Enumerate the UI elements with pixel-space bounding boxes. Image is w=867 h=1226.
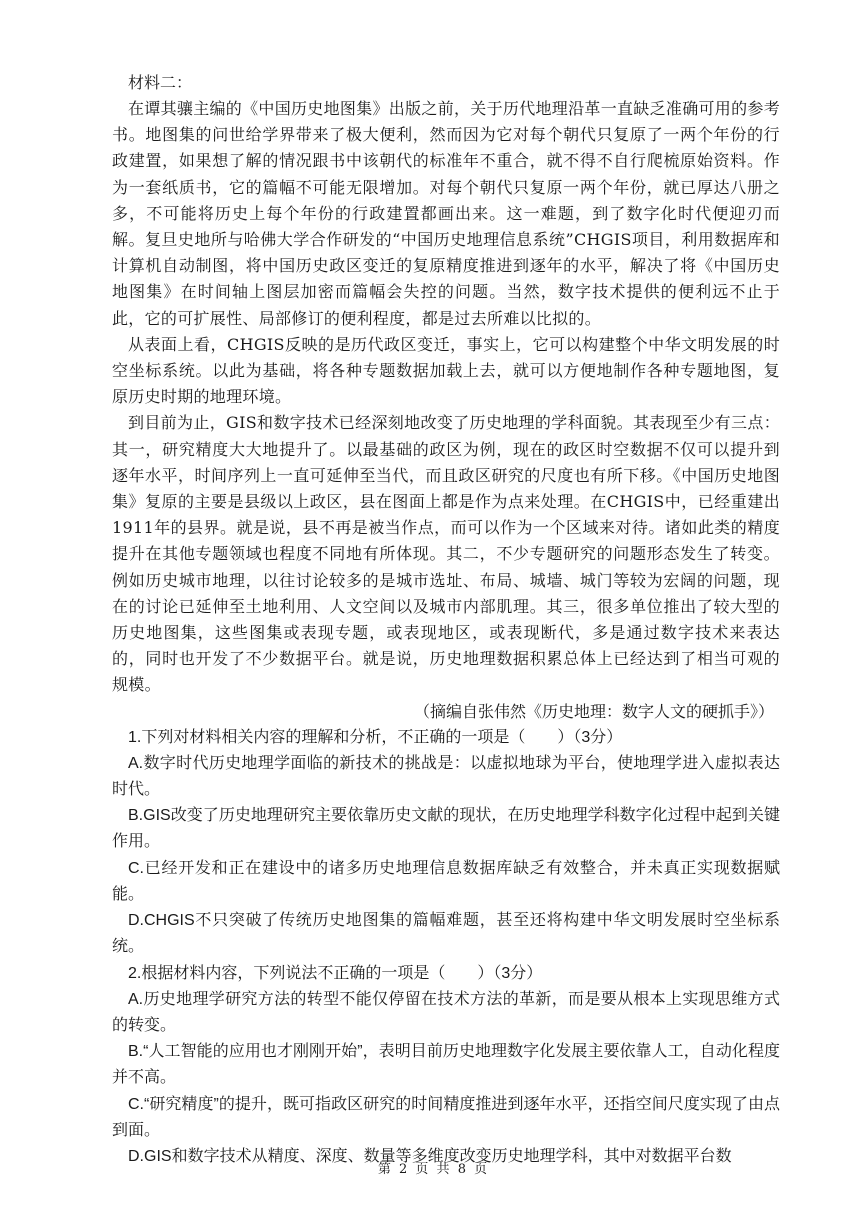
question-1: [112, 725, 780, 961]
question-stem: 1.下列对材料相关内容的理解和分析，不正确的一项是（ ）（3分）: [128, 728, 623, 746]
option-d: D.GIS和数字技术从精度、深度、数量等多维度改变历史地理学科，其中对数据平台数: [128, 1147, 732, 1165]
material-paragraph: 在谭其骧主编的《中国历史地图集》出版之前，关于历代地理沿革一直缺乏准确可用的参考书。地图集的问世给学界带来了极大便利，然而因为它对每个朝代只复原了一两个年份的行政建置，如果想了解的情况跟书中该朝代的标准年不重合，就不得不自行爬梳原始资料。作为一套纸质书，它的篇幅不可能无限增加。对每个朝代只复原一两个年份，就已厚达八册之多，不可能将历史上每个年份的行政建置都画出来。这一难题，到了数字化时代便迎刃而解。复旦史地所与哈佛大学合作研发的“中国历史地理信息系统”CHGIS项目，利用数据库和计算机自动制图，将中国历史政区变迁的复原精度推进到逐年的水平，解决了将《中国历史地图集》在时间轴上图层加密而篇幅会失控的问题。当然，数字技术提供的便利远不止于此，它的可扩展性、局部修订的便利程度，都是过去所难以比拟的。: [112, 99, 781, 328]
page-footer: 第 2 页 共 8 页: [377, 1162, 490, 1177]
material-paragraph: 到目前为止，GIS和数字技术已经深刻地改变了历史地理的学科面貌。其表现至少有三点：其一，研究精度大大地提升了。以最基础的政区为例，现在的政区时空数据不仅可以提升到逐年水平，时间序列上一直可延伸至当代，而且政区研究的尺度也有所下移。《中国历史地图集》复原的主要是县级以上政区，县在图面上都是作为点来处理。在CHGIS中，已经重建出1911年的县界。就是说，县不再是被当作点，而可以作为一个区域来对待。诸如此类的精度提升在其他专题领域也程度不同地有所体现。其二，不少专题研究的问题形态发生了转变。例如历史城市地理，以往讨论较多的是城市选址、布局、城墙、城门等较为宏阔的问题，现在的讨论已延伸至土地利用、人文空间以及城市内部肌理。其三，很多单位推出了较大型的历史地图集，这些图集或表现专题，或表现地区，或表现断代，多是通过数字技术来表达的，同时也开发了不少数据平台。就是说，历史地理数据积累总体上已经达到了相当可观的规模。: [112, 413, 780, 695]
material-paragraph: 从表面上看，CHGIS反映的是历代政区变迁，事实上，它可以构建整个中华文明发展的时空坐标系统。以此为基础，将各种专题数据加载上去，就可以方便地制作各种专题地图，复原历史时期的地理环境。: [112, 334, 780, 407]
material-heading: 材料二：: [128, 73, 193, 92]
option-a: A.历史地理学研究方法的转型不能仅停留在技术方法的革新，而是要从根本上实现思维方式的转变。: [112, 990, 780, 1034]
option-c: C.“研究精度”的提升，既可指政区研究的时间精度推进到逐年水平，还指空间尺度实现了由点到面。: [112, 1095, 780, 1139]
question-stem: 2.根据材料内容，下列说法不正确的一项是（ ）（3分）: [128, 964, 543, 982]
material-source: （摘编自张伟然《历史地理：数字人文的硬抓手》）: [413, 701, 774, 721]
question-2: [112, 961, 780, 1171]
option-a: A.数字时代历史地理学面临的新技术的挑战是：以虚拟地球为平台，使地理学进入虚拟表达时代。: [112, 754, 780, 799]
option-b: B.GIS改变了历史地理研究主要依靠历史文献的现状，在历史地理学科数字化过程中起到关键作用。: [112, 807, 780, 851]
document-page: [112, 70, 780, 1170]
option-d: D.CHGIS不只突破了传统历史地图集的篇幅难题，甚至还将构建中华文明发展时空坐标系统。: [112, 912, 780, 956]
option-c: C.已经开发和正在建设中的诸多历史地理信息数据库缺乏有效整合，并未真正实现数据赋能。: [112, 859, 780, 903]
option-b: B.“人工智能的应用也才刚刚开始”，表明目前历史地理数字化发展主要依靠人工，自动化程度并不高。: [112, 1043, 780, 1087]
